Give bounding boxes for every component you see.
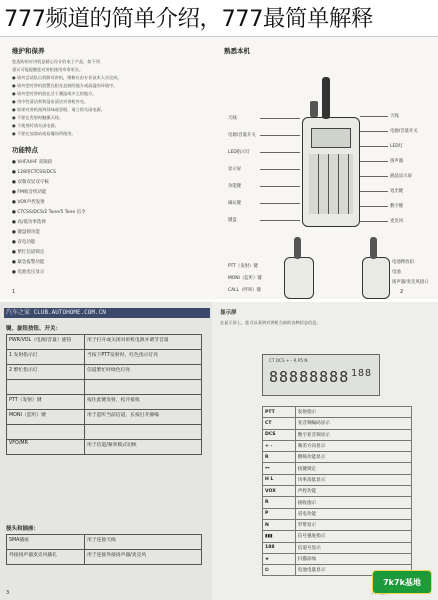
feature-item: ● 省电功能 [12,240,36,245]
key-name-cell: 2 繁忙指示灯 [7,365,85,380]
legend-symbol: + - [263,440,296,451]
section-heading-connectors: 接头和插座： [6,526,40,532]
manual-scan-top [0,36,438,299]
legend-row [263,497,412,508]
table-row [7,365,202,380]
callout-line [260,203,300,204]
legend-symbol: R [263,452,296,463]
key-desc-cell: 用于连接外接扬声器/麦克风 [85,550,202,565]
side-label: PTT（发射）键 [228,264,258,269]
key-desc-cell: 信道繁忙时绿色灯亮 [85,365,202,380]
key-name-cell [7,425,85,440]
section-heading-overview: 熟悉本机 [224,47,250,55]
antenna-illustration [322,77,330,119]
manual-page-3 [0,302,213,600]
legend-desc: 亚音频编码显示 [295,418,411,429]
lcd-main-digits: 88888888 [269,368,350,386]
callout-line [260,135,300,136]
legend-row [263,429,412,440]
manual-page-1 [0,37,215,299]
callout-line [360,116,388,117]
radio-back-illustration [362,257,390,299]
key-desc-cell: 按住此键发射，松开接收 [85,395,202,410]
legend-symbol: ⊷ [263,463,296,474]
legend-symbol: 188 [263,542,296,553]
callout-line [260,118,300,119]
radio-side-illustration [284,257,314,299]
table-row [7,380,202,395]
callout-label: 天线 [228,116,237,121]
callout-line [360,161,388,162]
maintenance-line: ● 不使用时请关闭电源。 [12,123,59,128]
key-name-cell: VFO/MR [7,440,85,455]
legend-symbol: N [263,519,296,530]
table-row [7,425,202,440]
legend-row [263,531,412,542]
legend-symbol: VOX [263,486,296,497]
legend-symbol: R [263,497,296,508]
site-watermark-logo[interactable]: 7k7k基地 [372,570,432,594]
table-row [7,395,202,410]
page-number: 1 [12,289,16,295]
feature-item: ● VOX声控发射 [12,200,45,205]
page-title: 777频道的简单介绍，777最简单解释 [4,6,373,32]
callout-line [360,131,388,132]
maintenance-line: ● 不要在发射时触摸天线。 [12,115,64,120]
section-heading-features: 功能特点 [12,146,38,154]
manual-scan-bottom [0,302,438,600]
feature-item: ● 电池电压显示 [12,270,45,275]
lcd-indicators: CT DCS + - R P5 N [269,358,308,363]
feature-item: ● 高/低功率选择 [12,220,46,225]
radio-front-illustration [302,117,360,227]
maintenance-line: 建议可能提醒您对讲机使用寿命更长。 [12,67,84,72]
callout-label: 确认键 [228,201,242,206]
table-row [7,410,202,425]
manual-page-4 [212,302,438,600]
section-heading-maintenance: 维护和保养 [12,47,45,55]
legend-desc: 频差方向显示 [295,440,411,451]
callout-label: 键盘 [228,218,237,223]
maintenance-line: ● 不要在加油站或易爆场所使用。 [12,131,76,136]
callout-label: 麦克风 [390,219,404,224]
legend-row [263,553,412,564]
maintenance-line: ● 如果对讲机闻到异味或冒烟，请立即关闭电源。 [12,107,105,112]
key-desc-cell [85,425,202,440]
key-name-cell: 外接扬声器麦克风插孔 [7,550,85,565]
legend-desc: 扫描添加 [295,553,411,564]
key-name-cell: PTT（发射）键 [7,395,85,410]
legend-symbol: PTT [263,407,296,418]
key-name-cell: PWR/VOL（电源/音量）旋钮 [7,335,85,350]
legend-row [263,407,412,418]
lcd-diagram [262,354,380,396]
callout-line [360,206,388,207]
callout-label: 退出键 [390,189,404,194]
legend-symbol: CT [263,418,296,429]
callout-line [260,186,300,187]
display-intro: 在显示屏上，您可以看到对讲机当前的各种状态信息。 [220,320,321,325]
key-desc-cell: 当按下PTT发射时，红色指示灯亮 [85,350,202,365]
callout-line [360,191,388,192]
maintenance-line: ● 请勿尝试私自拆卸对讲机，维修应由专业技术人员完成。 [12,75,122,80]
legend-desc: 信道号显示 [295,542,411,553]
legend-desc: 信号强度指示 [295,531,411,542]
antenna-illustration [294,237,301,259]
feature-item: ● 繁忙信道锁定 [12,250,45,255]
legend-desc: 倒频功能显示 [295,452,411,463]
section-heading-display: 显示屏 [220,310,237,316]
callout-label: 扬声器 [390,159,404,164]
manual-page-2 [214,37,438,299]
maintenance-line: ● 请勿把对讲机放置在阳光直射的地方或高温的环境中。 [12,83,118,88]
legend-desc: 省电功能 [295,508,411,519]
page-header-banner: 汽车之家 CLUB.AUTOHOME.COM.CN [4,308,210,318]
key-desc-cell: 用于连接天线 [85,535,202,550]
feature-item: ● VHF/UHF 双频段 [12,160,53,165]
maintenance-line: 您选购的对讲机是精心设计的电子产品，如下列 [12,59,100,64]
key-desc-cell [85,380,202,395]
legend-row [263,542,412,553]
callout-line [260,220,300,221]
legend-row [263,452,412,463]
callout-line [360,146,388,147]
legend-symbol: DCS [263,429,296,440]
feature-item: ● 128组CTCSS/DCS [12,170,56,175]
antenna-illustration [370,237,377,259]
callout-label: LED指示灯 [228,150,250,155]
legend-symbol: P [263,508,296,519]
callout-line [360,176,388,177]
side-label: CALL（呼叫）键 [228,288,261,293]
key-desc-cell: 用于监听当前信道，长按打开静噪 [85,410,202,425]
legend-desc: 窄带显示 [295,519,411,530]
display-legend-table [262,406,412,576]
legend-row [263,474,412,485]
feature-item: ● 键盘锁功能 [12,230,40,235]
legend-row [263,440,412,451]
side-label: 电池 [392,270,401,275]
callout-label: 液晶显示屏 [390,174,412,179]
legend-row [263,486,412,497]
callout-label: 数字键 [390,204,404,209]
legend-row [263,463,412,474]
legend-symbol: ⏻ [263,565,296,576]
legend-row [263,519,412,530]
callout-label: LED灯 [390,144,403,149]
callout-label: 天线 [390,114,399,119]
legend-row [263,508,412,519]
callout-label: 电源/音量开关 [390,129,418,134]
callout-line [260,169,300,170]
side-label: 电池释放扣 [392,260,414,265]
page-number: 2 [400,289,404,295]
key-desc-cell: 用于打开或关闭对讲机电源并调节音量 [85,335,202,350]
connectors-table [6,534,202,565]
side-label: MONI（监听）键 [228,276,262,281]
feature-item: ● CTCSS/DCS/2 Tone/5 Tone 信令 [12,210,86,215]
table-row [7,550,202,565]
feature-item: ● 紧急报警功能 [12,260,45,265]
feature-item: ● FM收音机功能 [12,190,47,195]
legend-desc: 功率高低显示 [295,474,411,485]
callout-label: 功能键 [228,184,242,189]
legend-symbol: ★ [263,553,296,564]
legend-row [263,418,412,429]
page-number: 3 [6,590,10,596]
key-name-cell [7,380,85,395]
table-row [7,535,202,550]
callout-label: 电源/音量开关 [228,133,256,138]
key-desc-cell: 用于信道/频率模式切换 [85,440,202,455]
section-heading-keys: 键、旋钮按钮、开关： [6,326,62,332]
legend-symbol: ▮▮▮ [263,531,296,542]
table-row [7,350,202,365]
lcd-channel-digits: 188 [351,368,373,379]
key-name-cell: 1 发射指示灯 [7,350,85,365]
legend-desc: 数字亚音频显示 [295,429,411,440]
legend-desc: 接收指示 [295,497,411,508]
key-name-cell: MONI（监听）键 [7,410,85,425]
maintenance-line: ● 请勿把对讲机放在过于潮湿或多尘的地方。 [12,91,97,96]
legend-desc: 发射指示 [295,407,411,418]
key-name-cell: SMA插座 [7,535,85,550]
callout-label: 显示屏 [228,167,242,172]
callout-line [360,221,388,222]
feature-item: ● 双频双显双守候 [12,180,49,185]
legend-desc: 声控功能 [295,486,411,497]
keys-table [6,334,202,455]
legend-symbol: H L [263,474,296,485]
legend-desc: 按键锁定 [295,463,411,474]
legend-desc: 电池电量显示 [295,565,411,576]
callout-line [260,152,300,153]
side-label: 扬声器/麦克风接口 [392,280,429,285]
maintenance-line: ● 用中性清洁剂和湿布清洁对讲机外壳。 [12,99,89,104]
table-row [7,440,202,455]
table-row [7,335,202,350]
knob-illustration [310,101,318,117]
